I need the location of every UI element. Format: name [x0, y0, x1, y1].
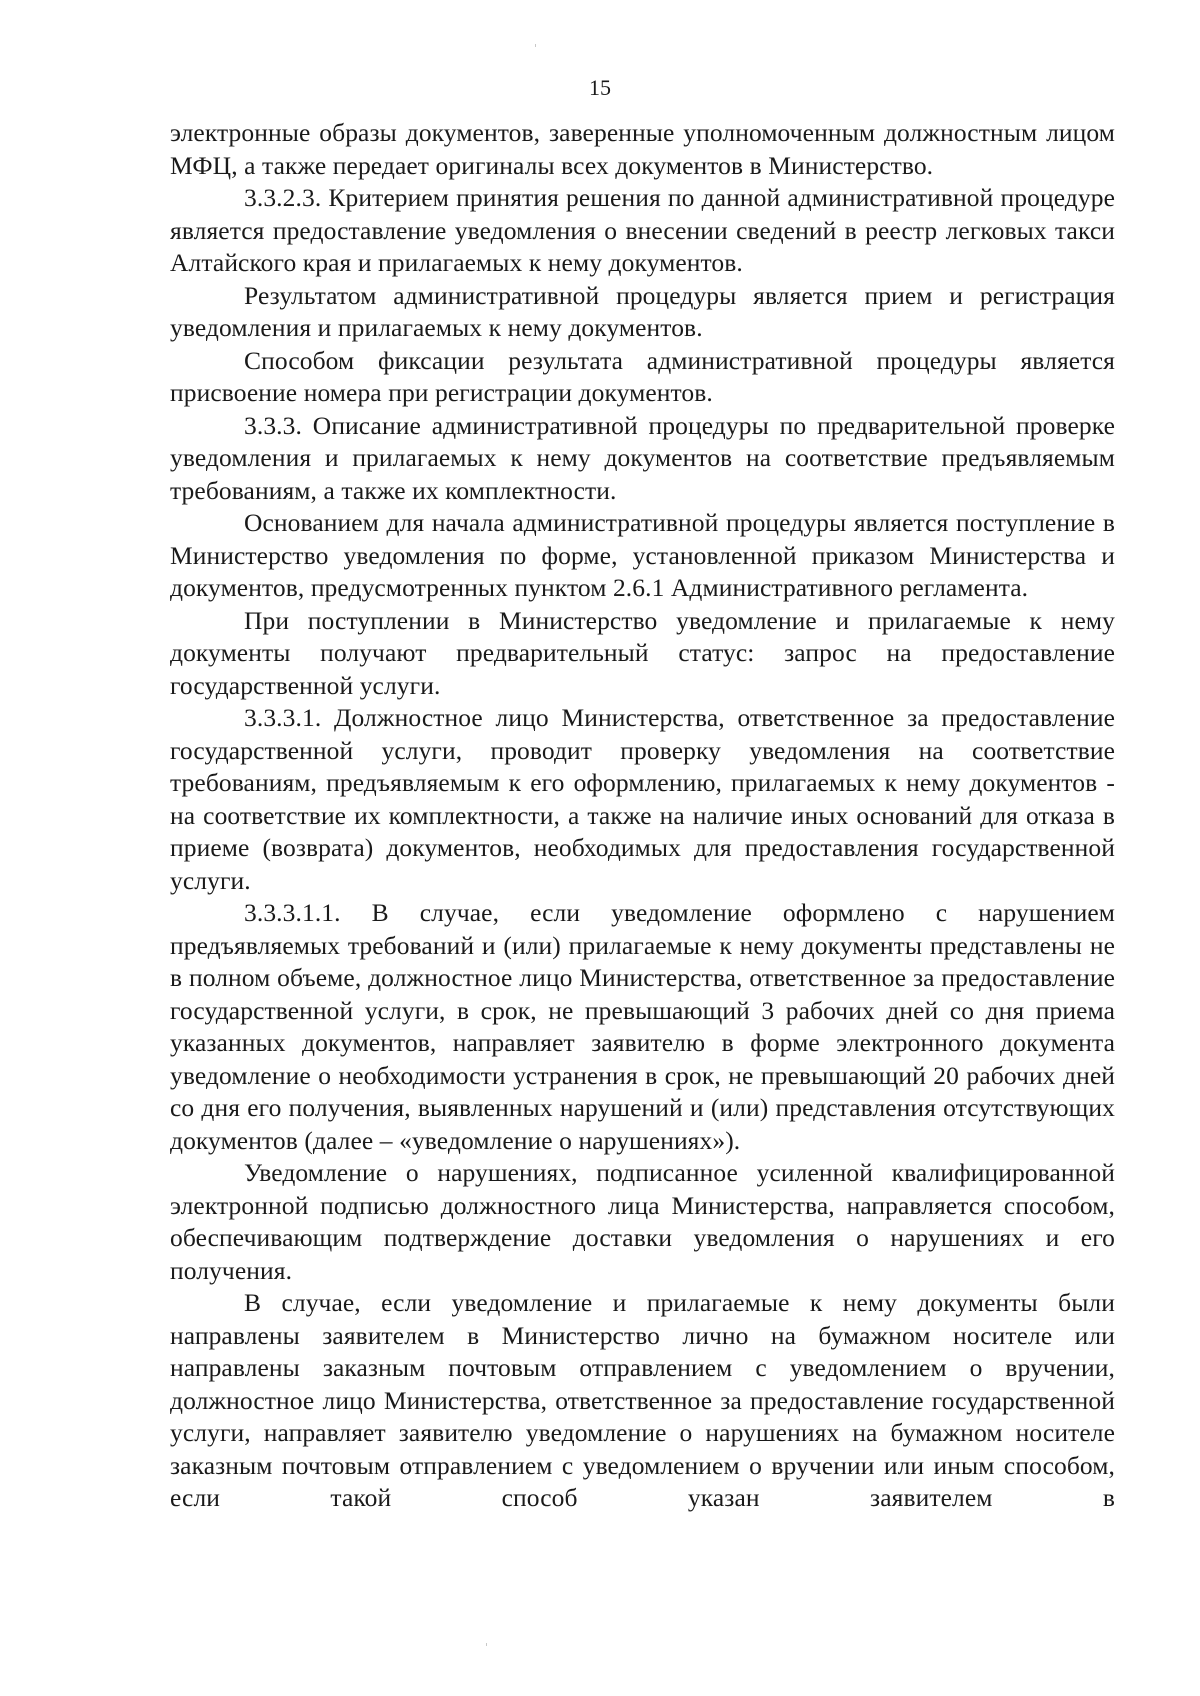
paragraph: Уведомление о нарушениях, подписанное усиленной квалифицированной электронной подписью должностного лица Министерства, направляется способом, обеспечивающим подтверждение доставки уведомления о нарушениях и его получения.	[170, 1158, 1115, 1285]
scan-artifact	[486, 1643, 487, 1646]
paragraph: 3.3.2.3. Критерием принятия решения по данной административной процедуре является предоставление уведомления о внесении сведений в реестр легковых такси Алтайского края и прилагаемых к нему документов.	[170, 183, 1115, 277]
paragraph: Основанием для начала административной процедуры является поступление в Министерство уведомления по форме, установленной приказом Министерства и документов, предусмотренных пунктом 2.6.1 Административного регламента.	[170, 508, 1115, 602]
scan-artifact	[535, 44, 536, 47]
paragraph: Результатом административной процедуры является прием и регистрация уведомления и прилагаемых к нему документов.	[170, 280, 1115, 342]
page-number: 15	[589, 75, 611, 100]
paragraph: В случае, если уведомление и прилагаемые к нему документы были направлены заявителем в Министерство лично на бумажном носителе или направлены заказным почтовым отправлением с уведомлением о вручении, должностное лицо Министерства, ответственное за предоставление государственной услуги, направляет заявителю уведомление о нарушениях на бумажном носителе заказным почтовым отправлением с уведомлением о вручении или иным способом, если такой способ указан заявителем в	[170, 1288, 1115, 1512]
paragraph: Способом фиксации результата административной процедуры является присвоение номера при регистрации документов.	[170, 345, 1115, 407]
paragraph: 3.3.3. Описание административной процедуры по предварительной проверке уведомления и прилагаемых к нему документов на соответствие предъявляемым требованиям, а также их комплектности.	[170, 410, 1115, 505]
paragraph: электронные образы документов, заверенные уполномоченным должностным лицом МФЦ, а также передает оригиналы всех документов в Министерство.	[170, 118, 1115, 180]
document-body	[170, 117, 1115, 1515]
paragraph: 3.3.3.1. Должностное лицо Министерства, ответственное за предоставление государственной услуги, проводит проверку уведомления на соответствие требованиям, предъявляемым к его оформлению, прилагаемых к нему документов - на соответствие их комплектности, а также на наличие иных оснований для отказа в приеме (возврата) документов, необходимых для предоставления государственной услуги.	[170, 703, 1115, 895]
paragraph: 3.3.3.1.1. В случае, если уведомление оформлено с нарушением предъявляемых требований и (или) прилагаемые к нему документы представлены не в полном объеме, должностное лицо Министерства, ответственное за предоставление государственной услуги, в срок, не превышающий 3 рабочих дней со дня приема указанных документов, направляет заявителю в форме электронного документа уведомление о необходимости устранения в срок, не превышающий 20 рабочих дней со дня его получения, выявленных нарушений и (или) представления отсутствующих документов (далее – «уведомление о нарушениях»).	[170, 898, 1115, 1155]
paragraph: При поступлении в Министерство уведомление и прилагаемые к нему документы получают предварительный статус: запрос на предоставление государственной услуги.	[170, 605, 1115, 700]
